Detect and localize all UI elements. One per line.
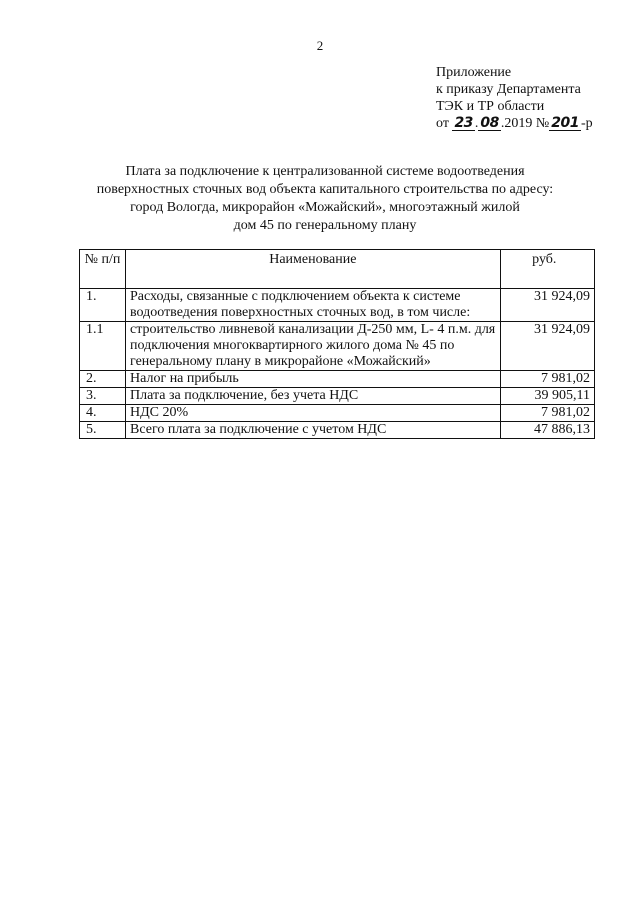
date-year: .2019 xyxy=(500,116,533,131)
row-name: НДС 20% xyxy=(126,405,501,422)
title-line-3: город Вологда, микрорайон «Можайский», многоэтажный жилой xyxy=(130,200,520,215)
row-amount: 31 924,09 xyxy=(500,289,594,322)
date-separator: . xyxy=(474,116,479,131)
title-line-2: поверхностных сточных вод объекта капитального строительства по адресу: xyxy=(96,182,554,197)
handwritten-number: 201 xyxy=(551,115,579,131)
row-num: 2. xyxy=(80,371,126,388)
row-num: 4. xyxy=(80,405,126,422)
row-amount: 7 981,02 xyxy=(500,405,594,422)
row-name: Плата за подключение, без учета НДС xyxy=(126,388,501,405)
header-amount: руб. xyxy=(500,250,594,289)
number-suffix: -р xyxy=(581,116,593,131)
number-prefix: № xyxy=(535,116,550,131)
appendix-date-line xyxy=(436,115,593,132)
row-name: Расходы, связанные с подключением объекта к системе водоотведения поверхностных сточных вод, в том числе: xyxy=(126,289,501,322)
row-num: 1.1 xyxy=(80,322,126,371)
header-name: Наименование xyxy=(126,250,501,289)
title-line-1: Плата за подключение к централизованной системе водоотведения xyxy=(125,164,525,179)
header-num: № п/п xyxy=(80,250,126,289)
appendix-block xyxy=(436,64,593,132)
row-num: 5. xyxy=(80,422,126,439)
row-num: 1. xyxy=(80,289,126,322)
row-amount: 31 924,09 xyxy=(500,322,594,371)
handwritten-month: 08 xyxy=(480,115,499,131)
row-num: 3. xyxy=(80,388,126,405)
row-name: Всего плата за подключение с учетом НДС xyxy=(126,422,501,439)
fee-table xyxy=(79,249,595,439)
row-amount: 7 981,02 xyxy=(500,371,594,388)
row-name: Налог на прибыль xyxy=(126,371,501,388)
document-title xyxy=(60,163,590,235)
date-prefix: от xyxy=(436,116,449,131)
title-line-4: дом 45 по генеральному плану xyxy=(233,218,417,233)
table-header-row xyxy=(80,250,595,289)
table-row xyxy=(80,405,595,422)
table-row xyxy=(80,371,595,388)
row-amount: 39 905,11 xyxy=(500,388,594,405)
appendix-line-2: к приказу Департамента xyxy=(436,82,581,97)
appendix-line-1: Приложение xyxy=(436,65,512,80)
appendix-line-3: ТЭК и ТР области xyxy=(436,99,545,114)
handwritten-day: 23 xyxy=(454,115,473,131)
row-name: строительство ливневой канализации Д-250 мм, L- 4 п.м. для подключения многоквартирного жилого дома № 45 по генеральному плану в микрорайоне «Можайский» xyxy=(126,322,501,371)
page-number: 2 xyxy=(316,38,324,53)
table-row xyxy=(80,289,595,322)
row-amount: 47 886,13 xyxy=(500,422,594,439)
table-row xyxy=(80,322,595,371)
table-row xyxy=(80,422,595,439)
table-row xyxy=(80,388,595,405)
